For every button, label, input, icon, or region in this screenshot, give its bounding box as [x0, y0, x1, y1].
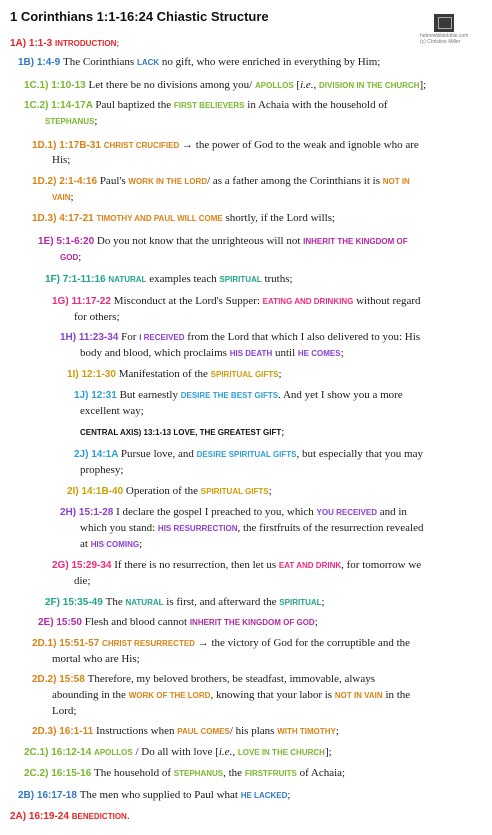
keyword: STEPHANUS [45, 117, 95, 126]
outline-text: is first, and afterward the [163, 596, 280, 608]
outline-text: of Achaia; [296, 767, 346, 779]
outline-line [38, 615, 318, 631]
outline-text: which you stand: [80, 522, 158, 534]
outline-line [32, 636, 410, 652]
outline-label: 2F) 15:35-49 [45, 597, 106, 608]
outline-line [52, 294, 421, 310]
keyword: BENEDICTION [71, 812, 127, 821]
outline-text: examples teach [146, 273, 220, 285]
outline-text: in Achaia with the household of [244, 99, 388, 111]
outline-line [24, 745, 332, 761]
outline-line [10, 809, 130, 825]
outline-text: I declare the gospel I preached to you, which [116, 506, 317, 518]
outline-text: without regard [353, 295, 421, 307]
keyword: DIVISION IN THE CHURCH [319, 81, 420, 90]
outline-label: 1E) 5:1-6:20 [38, 236, 97, 247]
outline-line [74, 388, 403, 404]
keyword: LOVE, THE GREATEST GIFT [173, 428, 282, 437]
keyword: SPIRITUAL [219, 275, 262, 284]
outline-text: die; [74, 575, 91, 587]
outline-text: shortly, if the Lord wills; [222, 212, 336, 224]
keyword: EAT AND DRINK [278, 561, 342, 570]
outline-line [74, 447, 423, 463]
keyword: DESIRE THE BEST GIFTS [180, 391, 279, 400]
outline-text: excellent way; [80, 405, 144, 417]
outline-text: , the firstfruits of the resurrection revealed [237, 522, 424, 534]
outline-label: 1A) 1:1-3 [10, 38, 56, 49]
outline-line [52, 558, 421, 574]
outline-line [60, 330, 420, 346]
outline-text: Manifestation of the [118, 368, 211, 380]
page-title: 1 Corinthians 1:1-16:24 Chiastic Structure [10, 9, 269, 24]
outline-line [32, 724, 339, 740]
keyword: WORK IN THE LORD [128, 177, 208, 186]
outline-text: → the power of God to the weak and ignoble who are [179, 139, 419, 151]
outline-text: Operation of the [125, 485, 201, 497]
outline-label: 1H) 11:23-34 [60, 332, 122, 343]
keyword: HE LACKED [240, 791, 288, 800]
outline-text: Misconduct at the Lord's Supper: [113, 295, 263, 307]
outline-line [80, 537, 142, 553]
outline-text: / his plans [229, 725, 278, 737]
outline-text: for others; [74, 311, 120, 323]
outline-text: Lord; [52, 705, 77, 717]
keyword: I RECEIVED [139, 333, 185, 342]
outline-text: abounding in the [52, 689, 129, 701]
outline-text: [ [293, 79, 301, 91]
outline-line [32, 672, 375, 688]
outline-line [67, 367, 282, 383]
keyword: EATING AND DRINKING [262, 297, 354, 306]
outline-line [60, 250, 81, 266]
outline-label: 1D.3) 4:17-21 [32, 213, 97, 224]
outline-text: i.e. [218, 746, 233, 758]
keyword: APOLLOS [94, 748, 133, 757]
outline-label: 2E) 15:50 [38, 617, 85, 628]
outline-label: 2G) 15:29-34 [52, 560, 115, 571]
keyword: CENTRAL AXIS) 13:1-13 [80, 428, 174, 437]
outline-text: , for tomorrow we [341, 559, 422, 571]
outline-label: 1D.1) 1:17B-31 [32, 140, 104, 151]
outline-line [52, 153, 70, 168]
outline-label: 2J) 14:1A [74, 449, 121, 460]
outline-text: ; [268, 485, 272, 497]
keyword: APOLLOS [254, 81, 294, 90]
outline-line [24, 98, 388, 114]
outline-label: 2B) 16:17-18 [18, 790, 80, 801]
logo-credit: (c) Christine Miller [420, 39, 461, 45]
outline-text: ; [321, 596, 325, 608]
keyword: SPIRITUAL GIFTS [210, 370, 279, 379]
outline-line [24, 766, 345, 782]
keyword: LOVE IN THE CHURCH [237, 748, 325, 757]
outline-line [80, 463, 123, 478]
outline-label: 1F) 7:1-11:16 [45, 274, 109, 285]
outline-text: at [80, 538, 91, 550]
outline-text: Instructions when [95, 725, 178, 737]
keyword: HIS RESURRECTION [157, 524, 238, 533]
outline-label: 2D.1) 15:51-57 [32, 638, 103, 649]
keyword: INHERIT THE KINGDOM OF [303, 237, 408, 246]
outline-text: ]; [324, 746, 332, 758]
outline-text: Let there be no divisions among you/ [88, 79, 255, 91]
site-logo [420, 14, 480, 45]
outline-text: . [126, 810, 130, 822]
outline-line [10, 36, 119, 52]
outline-line [52, 190, 74, 206]
outline-line [67, 484, 272, 500]
outline-label: 1J) 12:31 [74, 390, 120, 401]
outline-line [38, 234, 408, 250]
outline-text: from the Lord that which I also delivered to you: His [184, 331, 421, 343]
keyword: FIRSTFRUITS [244, 769, 297, 778]
outline-line [18, 55, 380, 71]
outline-text: → the victory of God for the corruptible and the [194, 637, 411, 649]
keyword: GOD [60, 253, 79, 262]
keyword: VAIN [52, 193, 71, 202]
keyword: HE COMES [297, 349, 341, 358]
outline-line [80, 346, 344, 362]
outline-label: 2H) 15:1-28 [60, 507, 117, 518]
keyword: NATURAL [125, 598, 164, 607]
outline-label: 1D.2) 2:1-4:16 [32, 176, 100, 187]
keyword: WORK OF THE LORD [128, 691, 211, 700]
outline-text: ; [278, 368, 282, 380]
outline-text: Paul baptized the [95, 99, 174, 111]
keyword: DESIRE SPIRITUAL GIFTS [196, 450, 297, 459]
keyword: HIS DEATH [229, 349, 273, 358]
keyword: CHRIST CRUCIFIED [103, 141, 180, 150]
outline-line [52, 652, 140, 667]
keyword: INTRODUCTION; [55, 39, 120, 48]
outline-text: Flesh and blood cannot [84, 616, 190, 628]
outline-text: ; [139, 538, 143, 550]
outline-text: The men who supplied to Paul what [79, 789, 241, 801]
outline-text: body and blood, which proclaims [80, 347, 230, 359]
outline-text: in the [382, 689, 411, 701]
outline-text: mortal who are His; [52, 653, 140, 665]
outline-label: 2D.3) 16:1-11 [32, 726, 96, 737]
outline-label: 1G) 11:17-22 [52, 296, 114, 307]
outline-text: and in [376, 506, 407, 518]
outline-text: Pursue love, and [120, 448, 197, 460]
keyword: TIMOTHY AND PAUL WILL COME [96, 214, 223, 223]
outline-line [52, 704, 76, 719]
outline-line [32, 138, 419, 154]
outline-text: ; [78, 251, 82, 263]
outline-text: ; [340, 347, 344, 359]
outline-text: The Corinthians [63, 56, 137, 68]
outline-line [74, 574, 91, 589]
keyword: SPIRITUAL [279, 598, 322, 607]
keyword: LACK [136, 58, 160, 67]
outline-label: 1B) 1:4-9 [18, 57, 64, 68]
keyword: NOT IN [382, 177, 410, 186]
outline-label: 1C.1) 1:10-13 [24, 80, 89, 91]
outline-text: i.e. [300, 79, 314, 91]
outline-line [18, 788, 290, 804]
outline-line [60, 505, 407, 521]
outline-text: ; [287, 789, 291, 801]
outline-text: His; [52, 154, 71, 166]
outline-line [45, 114, 97, 130]
keyword: FIRST BELIEVERS [173, 101, 245, 110]
outline-text: The household of [94, 767, 174, 779]
keyword: YOU RECEIVED [316, 508, 377, 517]
outline-text: until [272, 347, 298, 359]
outline-text: ; [70, 191, 74, 203]
outline-label: 2D.2) 15:58 [32, 674, 88, 685]
outline-text: Do you not know that the unrighteous will not [96, 235, 304, 247]
keyword: NOT IN VAIN [334, 691, 383, 700]
outline-label: 1I) 12:1-30 [67, 369, 119, 380]
outline-line [32, 211, 335, 227]
outline-label: 1C.2) 1:14-17A [24, 100, 96, 111]
outline-text: But earnestly [119, 389, 181, 401]
outline-text: no gift, who were enriched in everything by Him; [159, 56, 381, 68]
keyword: WITH TIMOTHY [277, 727, 336, 736]
logo-icon [434, 14, 454, 32]
keyword: PAUL COMES [177, 727, 230, 736]
outline-line [32, 174, 410, 190]
outline-line [74, 310, 120, 325]
outline-text: , knowing that your labor is [210, 689, 335, 701]
outline-label: 2C.1) 16:12-14 [24, 747, 95, 758]
outline-text: Paul's [99, 175, 129, 187]
outline-line [80, 425, 284, 441]
keyword: SPIRITUAL GIFTS [200, 487, 269, 496]
outline-text: truths; [261, 273, 293, 285]
outline-text: The [105, 596, 126, 608]
outline-text: If there is no resurrection, then let us [114, 559, 279, 571]
outline-text: For [121, 331, 140, 343]
outline-text: , the [223, 767, 245, 779]
outline-text: , [313, 79, 320, 91]
outline-text: prophesy; [80, 464, 124, 476]
outline-text: ; [94, 115, 98, 127]
outline-text: ; [314, 616, 318, 628]
outline-line [80, 404, 144, 419]
keyword: HIS COMING [90, 540, 140, 549]
outline-text: ; [281, 426, 285, 438]
outline-label: 2A) 16:19-24 [10, 811, 72, 822]
outline-text: , [232, 746, 238, 758]
outline-text: ; [335, 725, 339, 737]
outline-label: 2I) 14:1B-40 [67, 486, 126, 497]
logo-site: hebrewbiblebible.com [420, 33, 469, 39]
outline-text: ]; [419, 79, 427, 91]
keyword: CHRIST RESURRECTED [102, 639, 195, 648]
outline-line [24, 78, 426, 94]
outline-line [80, 521, 424, 537]
outline-text: / as a father among the Corinthians it is [207, 175, 383, 187]
outline-label: 2C.2) 16:15-16 [24, 768, 95, 779]
outline-text: / Do all with love [ [132, 746, 219, 758]
outline-text: , but especially that you may [296, 448, 423, 460]
outline-text: Therefore, my beloved brothers, be steadfast, immovable, always [87, 673, 376, 685]
outline-line [45, 595, 325, 611]
keyword: NATURAL [108, 275, 147, 284]
outline-line [52, 688, 410, 704]
keyword: INHERIT THE KINGDOM OF GOD [189, 618, 315, 627]
outline-text: . And yet I show you a more [278, 389, 403, 401]
outline-line [45, 272, 293, 288]
keyword: STEPHANUS [173, 769, 224, 778]
